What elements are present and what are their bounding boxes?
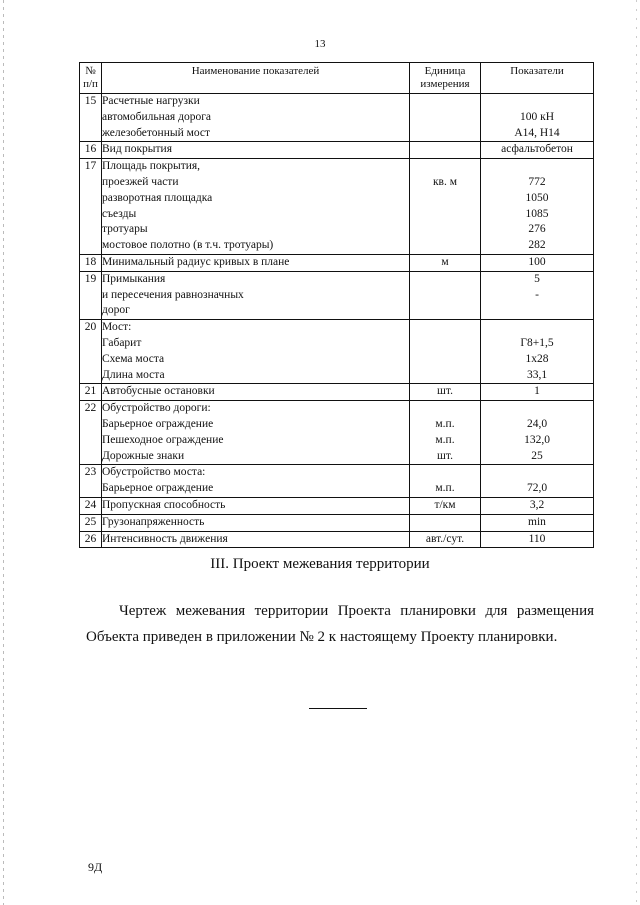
- row-name-line: Мост:: [102, 321, 132, 334]
- header-unit: Единица измерения: [410, 63, 481, 94]
- row-name-line: и пересечения равнозначных: [102, 288, 244, 301]
- row-name-line: Обустройство моста:: [102, 466, 206, 479]
- row-name: [102, 142, 410, 159]
- row-unit-line: т/км: [434, 498, 456, 511]
- row-value-line: 276: [528, 223, 546, 236]
- row-unit-line: м.п.: [435, 482, 455, 495]
- row-value-line: 33,1: [526, 368, 548, 381]
- table-row: [80, 531, 594, 548]
- row-value-line: 25: [531, 449, 543, 462]
- row-number: 18: [80, 254, 102, 271]
- row-unit: [410, 142, 481, 159]
- row-name-line: железобетонный мост: [102, 126, 211, 139]
- row-name: [102, 497, 410, 514]
- row-name-line: разворотная площадка: [102, 191, 213, 204]
- row-unit-line: кв. м: [432, 175, 458, 188]
- row-number: 23: [80, 465, 102, 498]
- row-value-line: 1: [534, 385, 540, 398]
- row-unit-line: [410, 336, 480, 352]
- row-unit-line: [410, 207, 480, 223]
- row-value: [481, 94, 594, 142]
- row-value: [481, 320, 594, 384]
- row-value-line: [481, 320, 593, 336]
- row-value-line: 1х28: [525, 352, 549, 365]
- row-name-line: автомобильная дорога: [102, 110, 212, 123]
- table-row: [80, 497, 594, 514]
- row-unit-line: [410, 238, 480, 254]
- table-row: [80, 384, 594, 401]
- row-value-line: асфальтобетон: [501, 143, 573, 156]
- row-unit: [410, 531, 481, 548]
- row-value: [481, 159, 594, 255]
- table-body: [80, 94, 594, 548]
- row-unit: [410, 254, 481, 271]
- row-name-line: проезжей части: [102, 175, 179, 188]
- row-number: 21: [80, 384, 102, 401]
- table-header: [80, 63, 594, 94]
- row-number: 25: [80, 514, 102, 531]
- row-value-line: 100 кН: [519, 110, 555, 123]
- row-value: [481, 465, 594, 498]
- row-name: [102, 531, 410, 548]
- row-unit-line: шт.: [437, 449, 453, 462]
- row-value-line: Г8+1,5: [520, 336, 554, 349]
- page-edge-right: [636, 0, 637, 905]
- row-value-line: [481, 303, 593, 319]
- row-value-line: 772: [528, 175, 546, 188]
- row-value: [481, 514, 594, 531]
- row-unit: [410, 384, 481, 401]
- row-value-line: 5: [534, 272, 540, 285]
- row-unit: [410, 94, 481, 142]
- row-number: 26: [80, 531, 102, 548]
- row-name-line: съезды: [102, 207, 137, 220]
- row-value-line: 24,0: [526, 417, 548, 430]
- row-unit-line: [410, 352, 480, 368]
- row-value-line: [481, 94, 593, 110]
- table-row: [80, 465, 594, 498]
- row-name: [102, 465, 410, 498]
- row-value-line: А14, Н14: [514, 126, 560, 139]
- row-value-line: [481, 465, 593, 481]
- table-row: [80, 142, 594, 159]
- row-unit-line: [410, 94, 480, 110]
- table-row: [80, 159, 594, 255]
- row-name-line: Барьерное ограждение: [102, 417, 214, 430]
- section-title: III. Проект межевания территории: [210, 556, 430, 572]
- row-name-line: Обустройство дороги:: [102, 402, 211, 415]
- row-value-line: min: [528, 515, 546, 528]
- row-unit: [410, 465, 481, 498]
- header-number: № п/п: [80, 63, 102, 94]
- row-value-line: -: [535, 288, 539, 301]
- row-name-line: Расчетные нагрузки: [102, 95, 200, 107]
- row-unit: [410, 320, 481, 384]
- row-unit-line: [410, 401, 480, 417]
- row-name: [102, 94, 410, 142]
- row-unit-line: [410, 110, 480, 126]
- table-row: [80, 271, 594, 319]
- separator-line: [309, 708, 367, 709]
- page-number: 13: [314, 38, 326, 50]
- row-number: 17: [80, 159, 102, 255]
- row-value-line: 1050: [525, 191, 549, 204]
- footer-code: 9Д: [88, 860, 103, 874]
- row-unit: [410, 497, 481, 514]
- row-unit-line: [410, 515, 480, 531]
- row-unit-line: [410, 272, 480, 288]
- paragraph-text: Чертеж межевания территории Проекта планировки для размещения Объекта приведен в приложении № 2 к настоящему Проекту планировки.: [86, 603, 594, 645]
- row-name-line: Площадь покрытия,: [102, 160, 201, 173]
- row-name-line: Интенсивность движения: [102, 532, 228, 545]
- row-unit-line: [410, 368, 480, 384]
- row-name-line: Примыкания: [102, 272, 166, 285]
- row-unit-line: [410, 303, 480, 319]
- row-unit-line: [410, 126, 480, 142]
- row-unit: [410, 401, 481, 465]
- row-name-line: мостовое полотно (в т.ч. тротуары): [102, 239, 274, 252]
- row-name-line: Пешеходное ограждение: [102, 433, 224, 446]
- row-name-line: Дорожные знаки: [102, 449, 185, 462]
- row-unit-line: м.п.: [435, 417, 455, 430]
- row-name-line: Автобусные остановки: [102, 385, 215, 398]
- row-number: 20: [80, 320, 102, 384]
- table-row: [80, 254, 594, 271]
- row-number: 16: [80, 142, 102, 159]
- row-name-line: Пропускная способность: [102, 498, 226, 511]
- row-value-line: 110: [528, 532, 546, 545]
- row-name-line: Габарит: [102, 336, 142, 349]
- row-unit-line: [410, 465, 480, 481]
- row-value-line: [481, 159, 593, 175]
- table-row: [80, 320, 594, 384]
- row-name: [102, 254, 410, 271]
- row-value: [481, 142, 594, 159]
- row-number: 15: [80, 94, 102, 142]
- row-unit: [410, 271, 481, 319]
- row-name-line: Длина моста: [102, 368, 165, 381]
- row-name: [102, 159, 410, 255]
- row-number: 19: [80, 271, 102, 319]
- row-unit-line: [410, 191, 480, 207]
- row-value-line: 282: [528, 239, 546, 252]
- row-name: [102, 401, 410, 465]
- row-name: [102, 271, 410, 319]
- table-row: [80, 514, 594, 531]
- row-name-line: тротуары: [102, 223, 148, 236]
- row-unit-line: м.п.: [435, 433, 455, 446]
- row-unit: [410, 159, 481, 255]
- row-value: [481, 271, 594, 319]
- row-number: 24: [80, 497, 102, 514]
- row-name-line: Грузонапряженность: [102, 515, 205, 528]
- row-name: [102, 514, 410, 531]
- row-name-line: Вид покрытия: [102, 143, 172, 156]
- row-name: [102, 320, 410, 384]
- row-value: [481, 401, 594, 465]
- row-unit-line: [410, 142, 480, 158]
- specifications-table: [79, 62, 594, 548]
- row-unit-line: авт./сут.: [425, 532, 465, 545]
- row-value: [481, 384, 594, 401]
- row-unit-line: [410, 159, 480, 175]
- row-name-line: Схема моста: [102, 352, 165, 365]
- body-paragraph: [86, 598, 594, 650]
- row-name-line: Барьерное ограждение: [102, 482, 214, 495]
- row-value: [481, 497, 594, 514]
- row-value-line: 72,0: [526, 482, 548, 495]
- header-value: Показатели: [481, 63, 594, 94]
- row-name-line: дорог: [102, 304, 130, 317]
- table-row: [80, 401, 594, 465]
- header-name: Наименование показателей: [102, 63, 410, 94]
- row-unit-line: [410, 222, 480, 238]
- row-unit-line: м: [441, 255, 449, 268]
- row-value-line: 1085: [525, 207, 549, 220]
- row-value-line: 3,2: [529, 498, 545, 511]
- row-number: 22: [80, 401, 102, 465]
- row-unit-line: [410, 288, 480, 304]
- page-edge-left: [3, 0, 4, 905]
- row-value-line: 100: [528, 255, 546, 268]
- row-unit-line: [410, 320, 480, 336]
- row-name: [102, 384, 410, 401]
- row-unit-line: шт.: [437, 385, 453, 398]
- row-name-line: Минимальный радиус кривых в плане: [102, 255, 290, 268]
- row-value: [481, 531, 594, 548]
- row-value: [481, 254, 594, 271]
- row-value-line: 132,0: [524, 433, 550, 446]
- row-value-line: [481, 401, 593, 417]
- row-unit: [410, 514, 481, 531]
- table-row: [80, 94, 594, 142]
